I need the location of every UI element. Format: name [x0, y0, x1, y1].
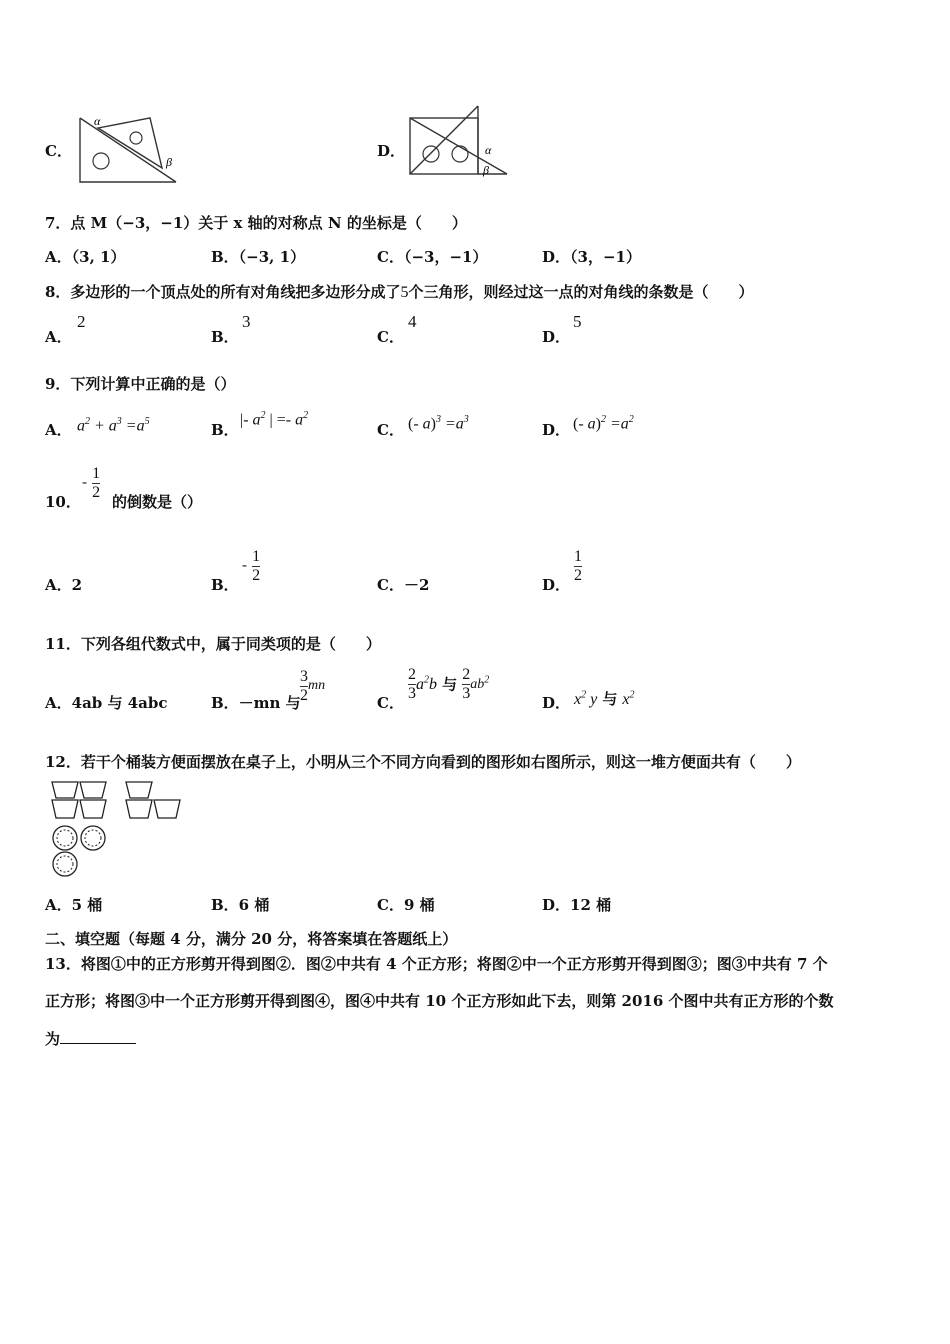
q12-option-c: C．9 桶 — [377, 896, 435, 914]
q8-option-c-value: 4 — [408, 312, 417, 331]
q10-d-num: 1 — [574, 548, 582, 565]
q12-stem: 12．若干个桶装方便面摆放在桌子上，小明从三个不同方向看到的图形如右图所示，则这一堆方便面共有（ ） — [45, 753, 801, 771]
q10-option-d-fraction — [574, 548, 582, 584]
q11-option-d-label: D． — [542, 694, 571, 712]
q8-option-d-value: 5 — [573, 312, 582, 331]
q8-stem-post: 个三角形，则经过这一点的对角线的条数是（ ） — [408, 283, 754, 301]
q11-option-c-expr: $\frac{2}{3}$ $a^2b$ 与 $\frac{2}{3}$ $ab^2$ — [408, 666, 490, 702]
q7-option-b: B．（−3, 1） — [211, 248, 306, 266]
q8-option-b-label: B． — [211, 328, 239, 346]
q9-option-d-formula: (- $a)^2 =a^2$ — [573, 414, 634, 433]
q6-option-d-figure — [405, 102, 515, 180]
q9-stem: 9．下列计算中正确的是（） — [45, 375, 236, 393]
q10-b-den: 2 — [252, 566, 261, 584]
q11-c-num: 2 — [408, 666, 416, 683]
q12-option-d: D．12 桶 — [542, 896, 612, 914]
q6-option-c-label: C． — [45, 142, 72, 160]
q8-stem — [45, 281, 753, 302]
q9-option-a-label: A． — [45, 421, 72, 439]
q8-stem-pre: 8．多边形的一个顶点处的所有对角线把多边形分成了 — [45, 283, 401, 301]
q11-b-num: 3 — [300, 668, 308, 685]
q11-c-mid: 与 — [442, 675, 458, 694]
q10-option-b-fraction — [242, 548, 260, 584]
q10-frac-num: 1 — [92, 465, 101, 482]
q6-option-c-figure — [76, 108, 186, 186]
q10-frac-den: 2 — [92, 483, 101, 501]
q13-line-3 — [45, 1028, 136, 1049]
q11-c-num2: 2 — [462, 666, 471, 683]
q10-option-d-label: D． — [542, 576, 571, 594]
q7-option-d: D．（3，−1） — [542, 248, 641, 266]
q13-line-2: 正方形；将图③中一个正方形剪开得到图④，图④中共有 10 个正方形如此下去，则第 2016 个图中共有正方形的个数 — [45, 992, 834, 1010]
q13-line-3-text: 为 — [45, 1030, 61, 1048]
q11-option-c-label: C． — [377, 694, 404, 712]
q7-option-c: C．（−3，−1） — [377, 248, 488, 266]
q8-option-b-value: 3 — [242, 312, 251, 331]
q7-stem: 7．点 M（−3，−1）关于 x 轴的对称点 N 的坐标是（ ） — [45, 214, 467, 232]
q11-option-d-expr: $x^2$ y 与 $x^2$ — [574, 689, 635, 708]
q8-option-c-label: C． — [377, 328, 404, 346]
q10-d-den: 2 — [574, 566, 582, 584]
q10-neg: - — [82, 474, 87, 491]
section-2-title: 二、填空题（每题 4 分，满分 20 分，将答案填在答题纸上） — [45, 930, 458, 948]
q9-option-d-label: D． — [542, 421, 571, 439]
q10-stem: 的倒数是（） — [112, 493, 203, 511]
q9-option-b-label: B． — [211, 421, 239, 439]
q6-d-beta: β — [483, 163, 489, 177]
q12-three-views-figure — [48, 778, 188, 880]
q10-b-neg: - — [242, 557, 247, 574]
q11-option-a: A．4ab 与 4abc — [45, 694, 168, 712]
q7-option-a: A．（3, 1） — [45, 248, 126, 266]
q12-option-a: A．5 桶 — [45, 896, 103, 914]
q11-d-mid: 与 — [602, 690, 618, 708]
q11-c-den: 3 — [408, 684, 416, 702]
q11-b-den: 2 — [300, 686, 308, 704]
q10-option-a: A．2 — [45, 576, 83, 594]
q10-b-num: 1 — [252, 548, 261, 565]
q8-stem-num: 5 — [400, 284, 409, 301]
q6-c-beta: β — [166, 155, 172, 169]
q6-c-alpha: α — [94, 114, 101, 128]
q10-option-c: C．－2 — [377, 576, 430, 594]
q10-option-b-label: B． — [211, 576, 239, 594]
q10-number: 10． — [45, 493, 81, 511]
q11-c-den2: 3 — [462, 684, 471, 702]
q10-fraction — [82, 465, 100, 501]
q13-line-1: 13．将图①中的正方形剪开得到图②．图②中共有 4 个正方形；将图②中一个正方形剪开得到图③；图③中共有 7 个 — [45, 955, 828, 973]
q13-answer-blank[interactable] — [60, 1030, 136, 1044]
q9-option-c-formula: (- $a)^3 =a^3$ — [408, 414, 469, 433]
q6-d-alpha: α — [485, 143, 492, 157]
q9-option-b-formula: |- $a^2$ | =- $a^2$ — [240, 410, 309, 429]
q11-option-b-expr — [300, 668, 325, 704]
q11-b-tail: mn — [308, 678, 326, 694]
q8-option-a-value: 2 — [77, 312, 86, 331]
q8-option-d-label: D． — [542, 328, 571, 346]
q9-option-c-label: C． — [377, 421, 404, 439]
q6-option-d-label: D． — [377, 142, 406, 160]
q11-stem: 11．下列各组代数式中，属于同类项的是（ ） — [45, 635, 381, 653]
q12-option-b: B．6 桶 — [211, 896, 270, 914]
q11-option-b-label: B．－mn 与 — [211, 694, 301, 712]
q9-option-a-formula: $a^2 + a^3 =a^5$ — [77, 416, 150, 435]
q8-option-a-label: A． — [45, 328, 72, 346]
